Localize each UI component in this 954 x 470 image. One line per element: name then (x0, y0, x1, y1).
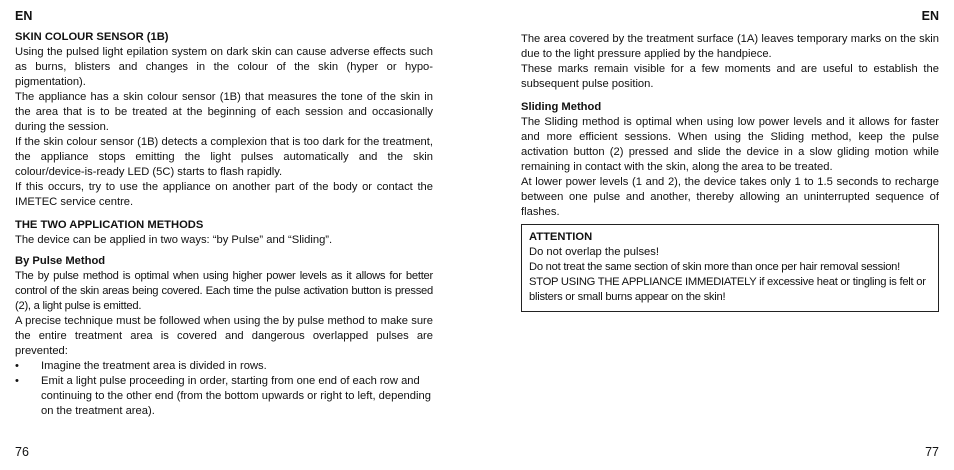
bullet-list (15, 359, 433, 419)
paragraph: If this occurs, try to use the appliance on another part of the body or contact the IMETEC service centre. (15, 181, 433, 208)
attention-heading: ATTENTION (529, 231, 593, 243)
page-number: 76 (15, 445, 29, 459)
attention-line: STOP USING THE APPLIANCE IMMEDIATELY if excessive heat or tingling is felt or blisters or small burns appear on the skin! (529, 276, 926, 303)
paragraph: Using the pulsed light epilation system on dark skin can cause adverse effects such as burns, blisters and changes in the colour of the skin (hyper or hypo-pigmentation). (15, 46, 433, 88)
paragraph: The area covered by the treatment surface (1A) leaves temporary marks on the skin due to the light pressure applied by the handpiece. (521, 33, 939, 60)
section-heading-methods: THE TWO APPLICATION METHODS (15, 219, 204, 231)
list-item-text: Imagine the treatment area is divided in rows. (41, 360, 267, 372)
attention-box (521, 224, 939, 312)
paragraph: The by pulse method is optimal when using higher power levels as it allows for better control of the skin areas being covered. Each time the pulse activation button is pressed (2), a light pulse is emitted. (15, 270, 433, 312)
list-item (15, 359, 433, 374)
paragraph: At lower power levels (1 and 2), the device takes only 1 to 1.5 seconds to recharge between one pulse and another, thereby allowing an uninterrupted sequence of flashes. (521, 176, 939, 218)
subheading-by-pulse: By Pulse Method (15, 255, 106, 267)
list-item-text: Emit a light pulse proceeding in order, starting from one end of each row and continuing to the other end (from the bottom upwards or right to left, depending on the treatment area). (41, 375, 431, 417)
attention-line: Do not overlap the pulses! (529, 246, 659, 258)
page-number: 77 (925, 445, 939, 459)
paragraph: These marks remain visible for a few moments and are useful to establish the subsequent pulse position. (521, 63, 939, 90)
right-column (521, 32, 939, 312)
language-label: EN (921, 9, 939, 23)
paragraph: If the skin colour sensor (1B) detects a complexion that is too dark for the treatment, the appliance stops emitting the light pulses automatically and the skin colour/device-is-ready LED (5C) starts to flash rapidly. (15, 136, 433, 178)
paragraph: The Sliding method is optimal when using low power levels and it allows for faster and more efficient sessions. When using the Sliding method, keep the pulse activation button (2) pressed and slide the device in a slow gliding motion while remaining in contact with the skin, along the area to be treated. (521, 116, 939, 173)
paragraph: The appliance has a skin colour sensor (1B) that measures the tone of the skin in the area that is to be treated at the beginning of each session and occasionally during the session. (15, 91, 433, 133)
subheading-sliding: Sliding Method (521, 101, 602, 113)
language-label: EN (15, 9, 33, 23)
list-item (15, 374, 433, 419)
paragraph: A precise technique must be followed when using the by pulse method to make sure the entire treatment area is covered and dangerous overlapped pulses are prevented: (15, 315, 433, 357)
bullet-icon: • (15, 360, 19, 372)
section-heading-skin-sensor: SKIN COLOUR SENSOR (1B) (15, 31, 169, 43)
attention-line: Do not treat the same section of skin more than once per hair removal session! (529, 261, 901, 273)
paragraph: The device can be applied in two ways: “by Pulse” and “Sliding”. (15, 234, 333, 246)
bullet-icon: • (15, 375, 19, 387)
right-page (477, 0, 954, 470)
left-column (15, 30, 433, 419)
